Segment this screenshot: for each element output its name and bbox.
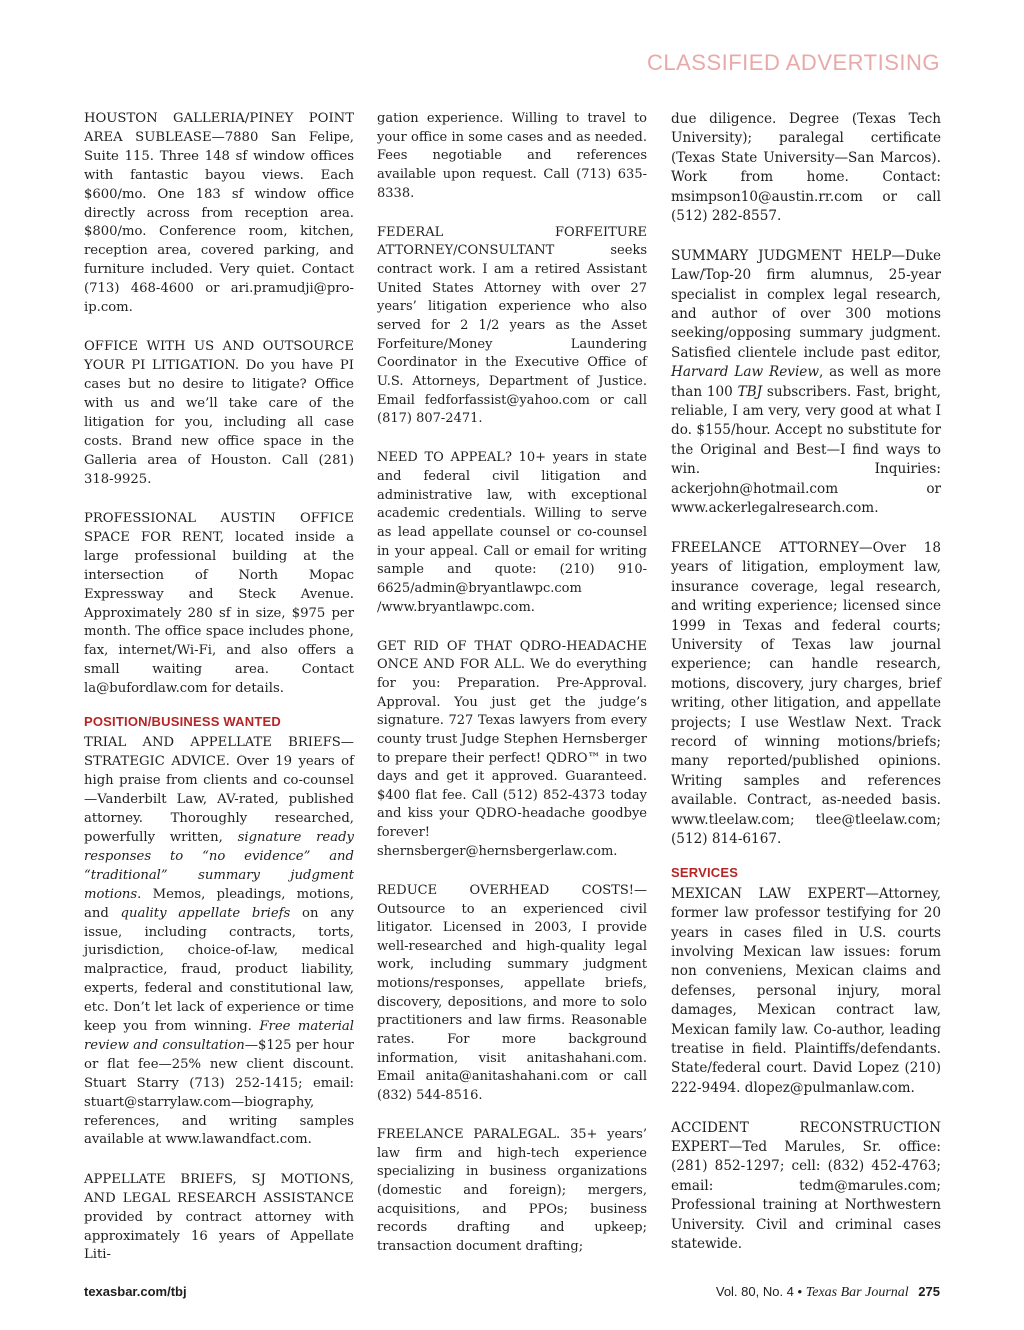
column-1 — [84, 110, 354, 1265]
classified-ad: PROFESSIONAL AUSTIN OFFICE SPACE FOR RENT, located inside a large professional building at the intersection of North Mopac Expressway and Steck Avenue. Approximately 280 sf in size, $975 per month. The office space includes phone, fax, internet/Wi-Fi, and also offers a small waiting area. Contact la@bufordlaw.com for details. — [84, 511, 354, 697]
section-heading-services: SERVICES — [671, 864, 739, 880]
classified-ad: ACCIDENT RECONSTRUCTION EXPERT—Ted Marules, Sr. office: (281) 852-1297; cell: (832) 452-4763; email: tedm@marules.com; Professional training at Northwestern University. Civil and criminal cases statewide. — [671, 1119, 941, 1253]
classified-ad: due diligence. Degree (Texas Tech University); paralegal certificate (Texas State University—San Marcos). Work from home. Contact: msimpson10@austin.rr.com or call (512) 282-8557. — [671, 111, 941, 225]
footer-website: texasbar.com/tbj — [84, 1284, 187, 1299]
section-title: CLASSIFIED ADVERTISING — [646, 50, 940, 75]
classified-ad: SUMMARY JUDGMENT HELP—Duke Law/Top-20 firm alumnus, 25-year specialist in complex legal research, and author of over 300 motions seeking/opposing summary judgment. Satisfied clientele include past editor, Harvard Law Review, as well as more than 100 TBJ subscribers. Fast, bright, reliable, I am very, very good at what I do. $155/hour. Accept no substitute for the Original and Best—I find ways to win. Inquiries: ackerjohn@hotmail.com or www.ackerlegalresearch.com. — [671, 247, 941, 517]
classified-ad: APPELLATE BRIEFS, SJ MOTIONS, AND LEGAL RESEARCH ASSISTANCE provided by contract attorney with approximately 16 years of Appellate Liti- — [84, 1171, 354, 1263]
footer-volume: Vol. 80, No. 4 — [715, 1284, 794, 1299]
classified-ad: FEDERAL FORFEITURE ATTORNEY/CONSULTANT seeks contract work. I am a retired Assistant United States Attorney with over 27 years’ litigation experience who also served for 2 1/2 years as the Asset Forfeiture/Money Laundering Coordinator in the Executive Office of U.S. Attorneys, Department of Justice. Email fedforfassist@yahoo.com or call (817) 807-2471. — [377, 224, 647, 427]
classified-ad: REDUCE OVERHEAD COSTS!—Outsource to an experienced civil litigator. Licensed in 2003, I provide well-researched and high-quality legal work, including summary judgment motions/responses, appellate briefs, discovery, depositions, and more to solo practitioners and law firms. Reasonable rates. For more background information, visit anitashahani.com. Email anita@anitashahani.com or call (832) 544-8516. — [377, 882, 647, 1104]
classified-ad: OFFICE WITH US AND OUTSOURCE YOUR PI LITIGATION. Do you have PI cases but no desire to litigate? Office with us and we’ll take care of the litigation for you, including all case costs. Brand new office space in the Galleria area of Houston. Call (281) 318-9925. — [84, 339, 354, 487]
page-number: 275 — [918, 1284, 940, 1299]
column-3 — [671, 110, 941, 1255]
footer-bullet: • — [797, 1284, 803, 1299]
footer-journal: Texas Bar Journal — [805, 1285, 909, 1300]
footer-citation — [716, 1284, 940, 1301]
classified-ad: FREELANCE PARALEGAL. 35+ years’ law firm and high-tech experience specializing in business organizations (domestic and foreign); mergers, acquisitions, and PPOs; business records drafting and upkeep; transaction document drafting; — [377, 1127, 647, 1255]
classified-ad: HOUSTON GALLERIA/PINEY POINT AREA SUBLEASE—7880 San Felipe, Suite 115. Three 148 sf window offices with fantastic bayou views. Each $600/mo. One 183 sf window office directly across from reception area. $800/mo. Conference room, kitchen, reception area, covered parking, and furniture included. Very quiet. Contact (713) 468-4600 or ari.pramudji@pro-ip.com. — [84, 111, 354, 316]
column-2 — [377, 110, 647, 1257]
classified-ad: TRIAL AND APPELLATE BRIEFS—STRATEGIC ADVICE. Over 19 years of high praise from clients and co-counsel—Vanderbilt Law, AV-rated, published attorney. Thoroughly researched, powerfully written, signature ready responses to “no evidence” and “traditional” summary judgment motions. Memos, pleadings, motions, and quality appellate briefs on any issue, including contracts, torts, jurisdiction, choice-of-law, medical malpractice, fraud, product liability, experts, federal and constitutional law, etc. Don’t let lack of experience or time keep you from winning. Free material review and consultation—$125 per hour or flat fee—25% new client discount. Stuart Starry (713) 252-1415; email: stuart@starrylaw.com—biography, references, and writing samples available at www.lawandfact.com. — [84, 735, 355, 1148]
classified-ad: MEXICAN LAW EXPERT—Attorney, former law professor testifying for 20 years in cases filed in U.S. courts involving Mexican law issues: forum non conveniens, Mexican claims and defenses, personal injury, moral damages, Mexican contract law, Mexican family law. Co-author, leading treatise in field. Plaintiffs/defendants. State/federal court. David Lopez (210) 222-9494. dlopez@pulmanlaw.com. — [671, 885, 941, 1096]
classified-ad: FREELANCE ATTORNEY—Over 18 years of litigation, employment law, insurance coverage, legal research, and writing experience; licensed since 1999 in Texas and federal courts; University of Texas law journal experience; can handle research, motions, discovery, jury charges, brief writing, other litigation, and appellate projects; I use Westlaw Next. Track record of winning motions/briefs; many reported/published opinions. Writing samples and references available. Contract, as-needed basis. www.tleelaw.com; tlee@tleelaw.com; (512) 814-6167. — [671, 539, 941, 847]
classified-ad: gation experience. Willing to travel to your office in some cases and as needed. Fees negotiable and references available upon request. Call (713) 635-8338. — [377, 111, 647, 201]
classified-ad: GET RID OF THAT QDRO-HEADACHE ONCE AND FOR ALL. We do everything for you: Preparation. Pre-Approval. Approval. You just get the judge’s signature. 727 Texas lawyers from every county trust Judge Stephen Hernsberger to prepare their perfect! QDRO™ in two days and get it approved. Guaranteed. $400 flat fee. Call (512) 852-4373 today and kiss your QDRO-headache goodbye forever! shernsberger@hernsbergerlaw.com. — [377, 638, 647, 859]
classified-ad: NEED TO APPEAL? 10+ years in state and federal civil litigation and administrative law, with exceptional academic credentials. Willing to serve as lead appellate counsel or co-counsel in your appeal. Call or email for writing sample and quote: (210) 910-6625/admin@bryantlawpc.com /www.bryantlawpc.com. — [377, 450, 647, 615]
section-heading-position-wanted: POSITION/BUSINESS WANTED — [84, 714, 281, 730]
